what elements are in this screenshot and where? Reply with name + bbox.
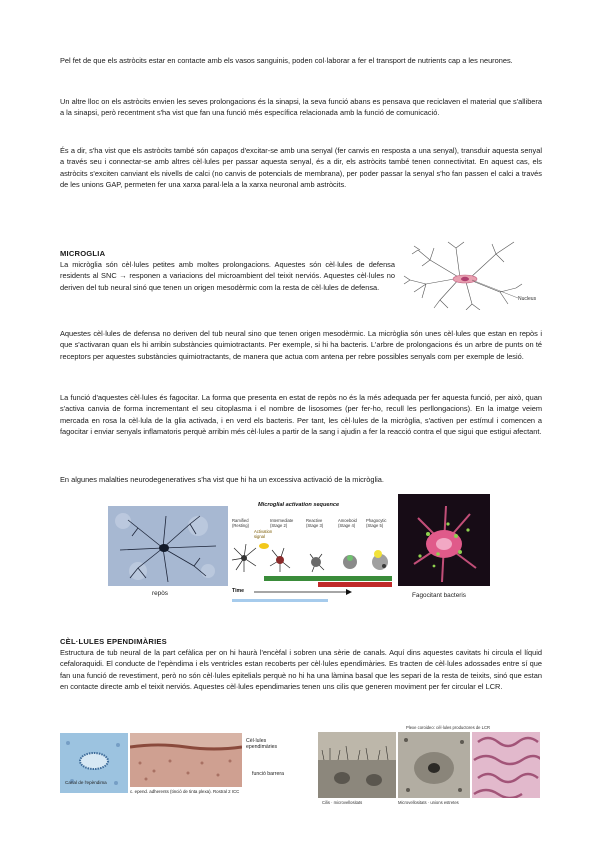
microvilli-caption: Microvellositats · unions estretes — [398, 800, 459, 805]
paragraph-ependimaries: Estructura de tub neural de la part cefàlica per on hi haurà l'encèfal i sobren una sèrie de canals. Aquí dins aquestes cavitats hi circula el líquid cefaloraquidi. El conducte de l'epèndima i els ventricles estan recoberts per cèl·lules ependimàries. Es tracten de cèl·lules adossades entre sí que fan una funció de revestiment, però no són cèl·lules epitelials perquè no hi ha una làmina basal que les separi de la resta de teixits, sinó que estan en contacte directe amb el teixit nerviós. Aquestes cèl·lules ependimaries tenen uns cilis que generen moviment per fer circular el LCR. — [60, 648, 542, 692]
stage-label-4: Amoeboid (Stage 4) — [338, 518, 357, 528]
barrier-function-label: funció barrera — [252, 771, 285, 777]
activation-title: Microglial activation sequence — [258, 502, 340, 508]
activation-footnote-line — [232, 599, 328, 602]
resting-caption: repòs — [152, 590, 168, 597]
choroid-plexus-caption: Plexe coroideo: cèl·lules productores de LCR — [406, 725, 491, 730]
paragraph-astrocits-sinapsi: Un altre lloc on els astròcits envien les seves prolongacions és la sinapsi, la seva funció abans es pensava que reciclaven el material que s'allibera a la sinapsi, però recentment s'ha vist que fan una funció més específica relacionada amb la funció de comunicació. — [60, 97, 542, 118]
paragraph-microglia-defensa: Aquestes cèl·lules de defensa no deriven del tub neural sino que tenen origen mesodèrmic. La micròglia són unes cèl·lules que estan en repòs i que s'activaran quan els hi arribin substàncies quimiotractants. Per exemple, si hi ha bacteris. L'arbre de prolongacions és un arbre de punts on té receptors per aquestes substàncies quimiotractants, de manera que actua com antena per rebre possibles senyals com per exemple de lesió. — [60, 329, 542, 361]
microglia-drawing — [400, 240, 550, 310]
ependymal-lining-image — [130, 733, 242, 787]
stage-label-3: Reactive (Stage 3) — [306, 518, 324, 528]
paragraph-astrocits-transport: Pel fet de que els astròcits estar en contacte amb els vasos sanguinis, poden col·laborar a fer el transport de nutrients cap a les neurones. — [60, 56, 513, 65]
ependymal-lining-caption: c. epend. adherents (tinció de tinta plexa). Rostral 2 ICC — [130, 789, 240, 794]
stage-label-2: Intermediate (Stage 2) — [270, 518, 294, 528]
heading-ependimaries: CÈL·LULES EPENDIMÀRIES — [60, 637, 167, 646]
paragraph-microglia-fagocitar: La funció d'aquestes cèl·lules és fagocitar. La forma que presenta en estat de repòs no és la més adequada per fer aquesta funció, per això, quan s'activa canvia de forma incrementant el seu citoplasma i el nombre de lisosomes (per fer-ho, recull les perllongacions). En la imatge veiem mercada en rosa la cèl·lula de la glia activada, i en verd els bacteris. Per tant, les cèl·lules de la micròglia, s'activen per estímul i comencen a fagocitar i enviar senyals inflamatoris perquè arribin més cèl·lules a partir de la sang i ajudin a fer la reacció contra el que sigui que estigui afectant. — [60, 393, 542, 437]
activation-sequence-figure — [228, 500, 396, 610]
cilia-caption: Cilis · microvellositats — [322, 800, 363, 805]
paragraph-astrocits-connectivitat: És a dir, s'ha vist que els astròcits també són capaços d'excitar-se amb una senyal (fer canvis en resposta a una senyal), transduir aquesta senyal a través seu i connectar-se amb altres cèl·lules per passar aquesta senyal, és a dir, els astròcits també tenen connectivitat. En aquest cas, els astròcits s'exciten canviant els nivells de calci (no canvis de potencials de membrana), per poder passar la senyal s'ho fan passen el calci a través de les unions GAP, permeten fer una xarxa paral·lela a la xarxa neuronal amb astròcits. — [60, 146, 542, 190]
phagocytic-microglia-image — [398, 494, 490, 586]
activation-bar-red — [318, 582, 392, 587]
nucleus-label: Nucleus — [518, 296, 537, 302]
paragraph-microglia-intro: La micròglia són cèl·lules petites amb moltes prolongacions. Aquestes són cèl·lules de defensa residents al SNC → responen a variacions del microambient del teixit nerviós. Aquestes cèl·lules no deriven del tub neural sinó que tenen un origen mesodèrmic com la resta de cèl·lules de defensa. — [60, 260, 395, 292]
phagocytic-caption: Fagocitant bacteris — [412, 592, 466, 599]
stage-label-5: Phagocytic (Stage 5) — [366, 518, 387, 528]
ependymal-cells-label: Cèl·lules ependimàries — [246, 738, 278, 750]
activation-bar-green — [264, 576, 392, 581]
microvilli-micrograph-image — [398, 732, 470, 798]
ependymal-canal-caption: Canal de l'epèndima — [65, 780, 107, 785]
activation-blob-label: Activation signal — [254, 529, 273, 539]
resting-microglia-image — [108, 506, 228, 586]
heading-microglia: MICROGLIA — [60, 249, 106, 258]
stage-label-1: Ramified (Resting) — [232, 518, 249, 528]
activation-time-label: Time — [232, 588, 245, 594]
choroid-plexus-image — [472, 732, 540, 798]
paragraph-neurodegeneratives: En algunes malalties neurodegeneratives s'ha vist que hi ha un excessiva activació de la micròglia. — [60, 475, 384, 484]
cilia-micrograph-image — [318, 732, 396, 798]
